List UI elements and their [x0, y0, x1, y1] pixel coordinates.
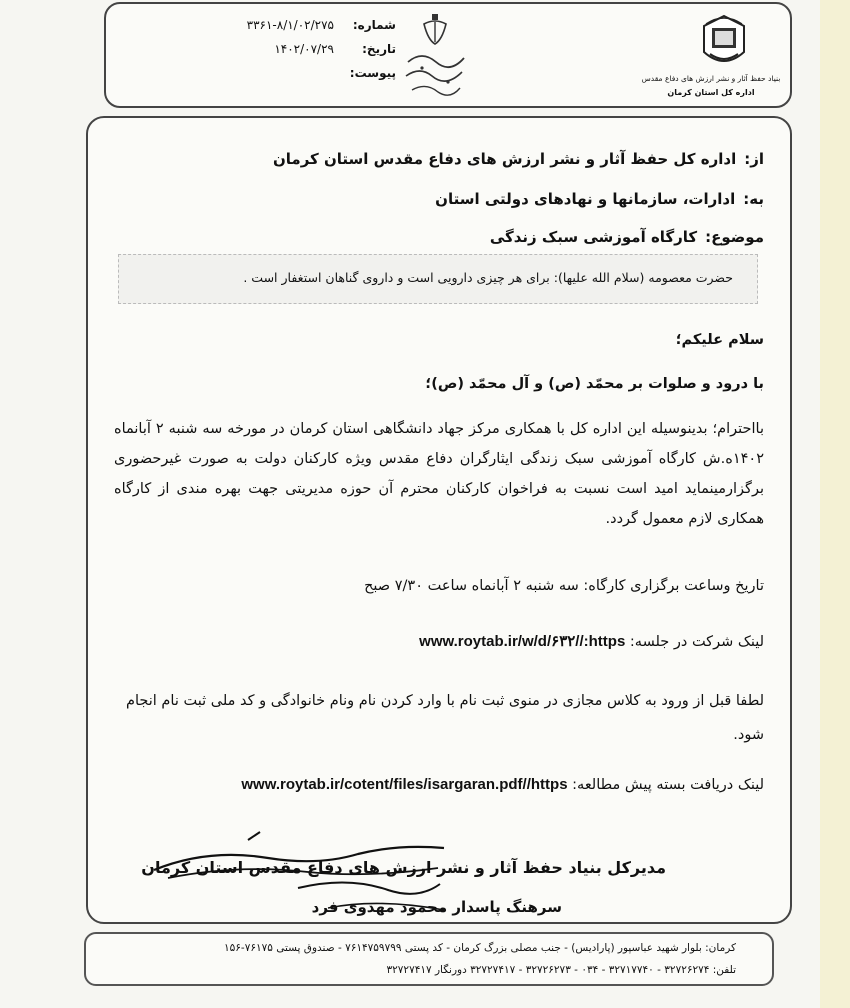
organization-office: اداره کل استان کرمان	[667, 88, 755, 97]
letter-body	[86, 116, 792, 924]
to-field	[435, 190, 764, 216]
from-value: اداره کل حفظ آثار و نشر ارزش های دفاع مقدس استان کرمان	[272, 150, 737, 168]
meeting-link[interactable]: www.roytab.ir/w/d/۶۳۲//:https	[419, 633, 626, 650]
salutation: با درود و صلوات بر محمّد (ص) و آل محمّد (ص)؛	[425, 376, 764, 392]
letter-date-label: تاریخ:	[362, 42, 396, 56]
letter-date	[180, 42, 396, 60]
from-field	[273, 150, 764, 176]
letter-attachment	[180, 66, 396, 84]
subject-value: کارگاه آموزشی سبک زندگی	[489, 228, 698, 246]
organization-name: بنیاد حفظ آثار و نشر ارزش های دفاع مقدس	[641, 74, 781, 83]
signer-name: سرهنگ پاسدار محمود مهدوی فرد	[311, 898, 562, 916]
letterhead	[104, 2, 792, 108]
footer-address: کرمان: بلوار شهید عباسپور (پارادیس) - جنب مصلی بزرگ کرمان - کد پستی ۷۶۱۴۷۵۹۷۹۹ - صندوق پستی ۷۶۱۷۵-۱۵۶	[224, 942, 736, 954]
greeting: سلام علیکم؛	[675, 332, 764, 348]
signer-title: مدیرکل بنیاد حفظ آثار و نشر ارزش های دفاع مقدس استان کرمان	[141, 858, 666, 877]
to-label: به:	[743, 190, 764, 208]
letter-date-value: ۱۴۰۲/۰۷/۲۹	[274, 42, 334, 56]
letter-attachment-label: پیوست:	[349, 66, 396, 80]
schedule-line: تاریخ وساعت برگزاری کارگاه: سه شنبه ۲ آبانماه ساعت ۷/۳۰ صبح	[364, 578, 764, 594]
footer-phones: تلفن: ۳۲۷۲۶۲۷۴ - ۳۲۷۱۷۷۴۰ - ۰۳۴ - ۳۲۷۲۶۲۷۳ - ۳۲۷۲۷۴۱۷ دورنگار ۳۲۷۲۷۴۱۷	[386, 964, 736, 976]
subject-field	[490, 228, 764, 254]
letter-footer	[84, 932, 774, 986]
handwritten-signature-icon	[148, 828, 448, 928]
subject-label: موضوع:	[705, 228, 764, 246]
state-emblem-calligraphy-icon	[402, 10, 468, 106]
package-link[interactable]: www.roytab.ir/cotent/files/isargaran.pdf//https	[241, 776, 568, 793]
from-label: از:	[744, 150, 764, 168]
letter-number	[180, 18, 396, 36]
package-link-label: لینک دریافت بسته پیش مطالعه:	[572, 777, 764, 793]
package-link-line	[114, 776, 764, 793]
meeting-link-label: لینک شرکت در جلسه:	[629, 634, 764, 650]
quote-text: حضرت معصومه (سلام الله علیها): برای هر چیزی دارویی است و داروی گناهان استغفار است .	[243, 270, 733, 285]
to-value: ادارات، سازمانها و نهادهای دولتی استان	[435, 190, 736, 208]
letter-paragraph: بااحترام؛ بدینوسیله این اداره کل با همکاری مرکز جهاد دانشگاهی استان کرمان در مورخه سه شنبه ۲ آبانماه ۱۴۰۲ه.ش کارگاه آموزشی سبک زندگی ایثارگران دفاع مقدس ویژه کارکنان دولت به صورت غیرحضوری برگزارمینماید امید است نسبت به فراخوان کارکنان محترم آن حوزه مدیریتی جهت بهره مندی از کارگاه همکاری لازم معمول گردد.	[114, 421, 764, 527]
page-edge	[820, 0, 850, 1008]
registration-note: لطفا قبل از ورود به کلاس مجازی در منوی ثبت نام با وارد کردن نام ونام خانوادگی و کد ملی ثبت نام انجام شود.	[126, 693, 764, 743]
meeting-link-line	[114, 632, 764, 650]
letter-number-value: ۳۳۶۱-۸/۱/۰۲/۲۷۵	[246, 18, 334, 32]
organization-logo-icon	[698, 12, 750, 72]
quote-box	[118, 254, 758, 304]
letter-number-label: شماره:	[352, 18, 396, 32]
